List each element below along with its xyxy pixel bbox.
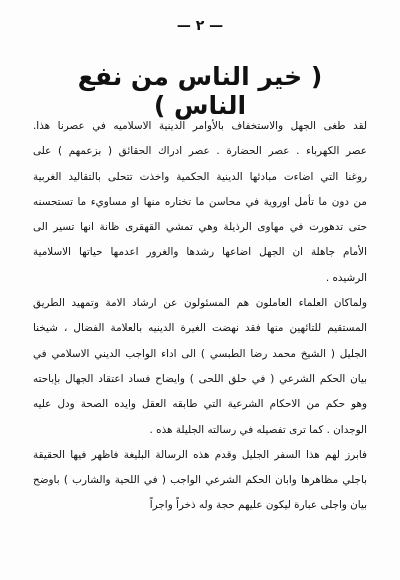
text-line: فابرز لهم هذا السفر الجليل وقدم هذه الرسالة البليغة فاظهر فيها الحقيقة <box>33 448 367 461</box>
text-line: لقد طغى الجهل والاستخفاف بالأوامر الدينية الاسلاميه في عصرنا هذا. <box>33 120 367 132</box>
paragraph-2 <box>33 291 367 443</box>
paragraph-3 <box>33 443 367 519</box>
paragraph-1 <box>33 114 367 291</box>
page-title: ( خير الناس من نفع الناس ) <box>77 62 323 120</box>
text-line: الجليل ( الشيخ محمد رضا الطبسي ) الى اداء الواجب الديني الاسلامي في <box>33 347 367 360</box>
text-line: باجلي مظاهرها وابان الحكم الشرعي الواجب ( في اللحية والشارب ) باوضح <box>33 474 367 487</box>
text-line: وهو حكم من الاحكام الشرعية التي طابقه العقل وايده الصحة ودل عليه <box>33 398 367 411</box>
text-line: من دون ما تأمل اوروية في محاسن ما تختاره منها او مساويء ما تستحسنه <box>33 195 367 208</box>
text-line: الأمام جاهلة ان الجهل اضاعها رشدها والغرور اعدمها حياتها الاسلامية <box>33 246 367 259</box>
text-line: عصر الكهرباء . عصر الحضارة . عصر ادراك الحقائق ( بزعمهم ) على <box>33 145 367 158</box>
text-line: بيان واجلى عبارة ليكون عليهم حجة وله ذخراً واجراً <box>149 499 367 512</box>
text-line: الرشيده . <box>325 271 367 284</box>
text-line: روغنا التي اضاءت مبادئها الدينية الحكمية واخذت تتحلى بالتقاليد الغربية <box>33 170 367 183</box>
text-line: الوجدان . كما ترى تفصيله في رسالته الجليلة هذه . <box>149 423 367 436</box>
page-number: — ٢ — <box>176 18 224 34</box>
text-line: المستقيم للتائهين منها فقد نهضت الغيرة الدينيه بالعلامة الفضال ، شيخنا <box>33 322 367 335</box>
text-line: حتى تدهورت في مهاوى الرذيلة وهي تمشي القهقرى ظانة انها تسير الى <box>33 221 367 234</box>
body-text <box>33 114 367 519</box>
text-line: بيان الحكم الشرعي ( في حلق اللحى ) وايضاح فساد اعتقاد الجهال بإباحته <box>33 372 367 385</box>
text-line: ولماكان العلماء العاملون هم المسئولون عن ارشاد الامة وتمهيد الطريق <box>33 297 367 310</box>
